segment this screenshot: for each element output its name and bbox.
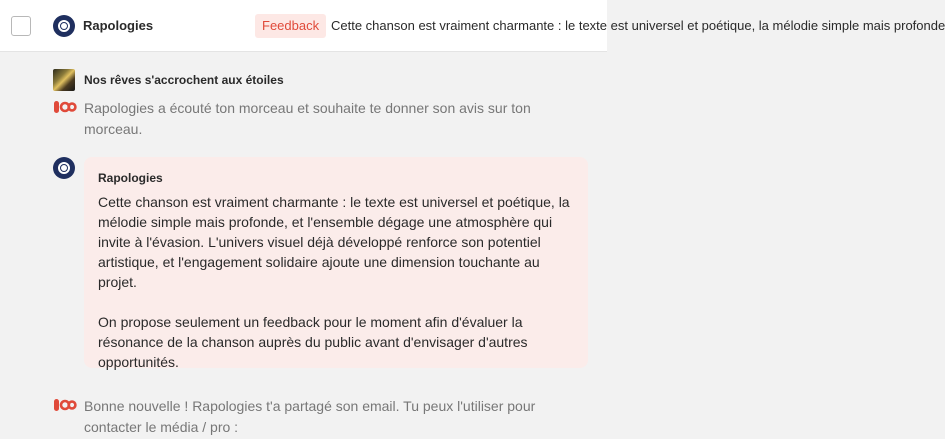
conversation-header-row[interactable] — [0, 0, 945, 52]
message-preview[interactable]: Cette chanson est vraiment charmante : le texte est universel et poétique, la mélodie simple mais profonde — [331, 18, 945, 33]
feedback-badge: Feedback — [255, 14, 326, 38]
sender-name: Rapologies — [83, 18, 154, 33]
system-message-email-shared: Bonne nouvelle ! Rapologies t'a partagé son email. Tu peux l'utiliser pour contacter le média / pro : — [84, 398, 536, 435]
system-message-listened: Rapologies a écouté ton morceau et souhaite te donner son avis sur ton morceau. — [84, 100, 531, 137]
song-artwork-thumbnail — [53, 69, 75, 91]
platform-logo-icon — [54, 101, 76, 113]
select-checkbox[interactable] — [11, 16, 31, 36]
message-paragraph: Cette chanson est vraiment charmante : le texte est universel et poétique, la mélodie simple mais profonde, et l'ensemble dégage une atmosphère qui invite à l'évasion. L'univers visuel déjà développé renforce son potentiel artistique, et l'engagement solidaire ajoute une dimension touchante au projet. — [98, 194, 570, 290]
feedback-message-bubble — [84, 157, 588, 368]
message-paragraph: On propose seulement un feedback pour le moment afin d'évaluer la résonance de la chanson auprès du public avant d'envisager d'autres opportunités. — [98, 314, 528, 370]
message-author: Rapologies — [98, 171, 163, 185]
rapologies-avatar-icon — [53, 15, 75, 37]
platform-logo-icon — [54, 399, 76, 411]
song-title[interactable]: Nos rêves s'accrochent aux étoiles — [84, 73, 284, 87]
rapologies-avatar-icon — [53, 157, 75, 179]
